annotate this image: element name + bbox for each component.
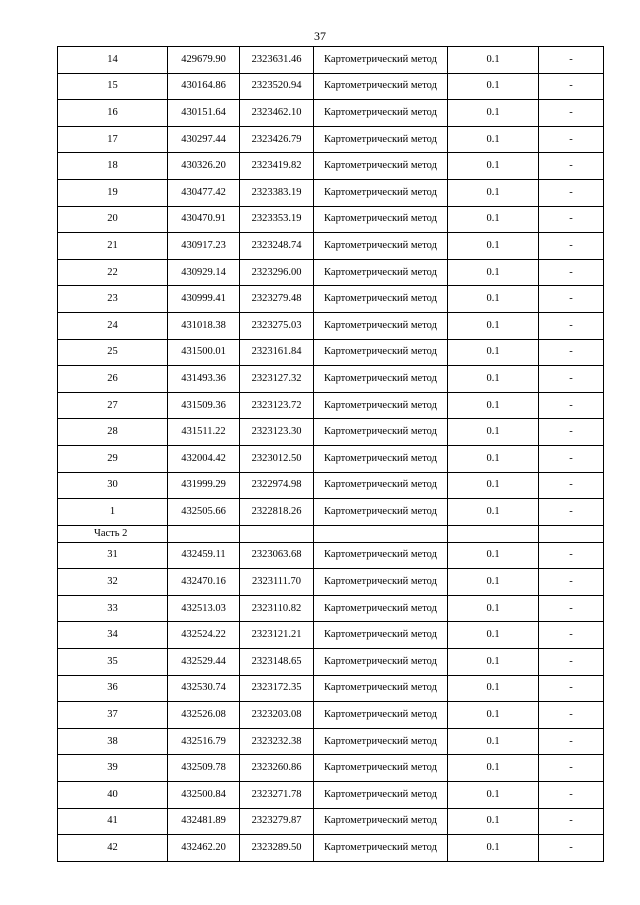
section-empty-cell	[240, 525, 314, 542]
x-coordinate-cell: 432459.11	[168, 542, 240, 569]
table-row	[58, 649, 604, 676]
accuracy-cell: 0.1	[448, 445, 539, 472]
note-cell: -	[539, 179, 604, 206]
table-row	[58, 782, 604, 809]
accuracy-cell: 0.1	[448, 702, 539, 729]
note-cell: -	[539, 595, 604, 622]
x-coordinate-cell: 431511.22	[168, 419, 240, 446]
y-coordinate-cell: 2323148.65	[240, 649, 314, 676]
point-number-cell: 26	[58, 366, 168, 393]
table-row	[58, 153, 604, 180]
note-cell: -	[539, 472, 604, 499]
y-coordinate-cell: 2323127.32	[240, 366, 314, 393]
note-cell: -	[539, 808, 604, 835]
point-number-cell: 17	[58, 126, 168, 153]
y-coordinate-cell: 2322974.98	[240, 472, 314, 499]
table-row	[58, 312, 604, 339]
point-number-cell: 30	[58, 472, 168, 499]
accuracy-cell: 0.1	[448, 100, 539, 127]
point-number-cell: 37	[58, 702, 168, 729]
y-coordinate-cell: 2323279.87	[240, 808, 314, 835]
y-coordinate-cell: 2323631.46	[240, 47, 314, 74]
note-cell: -	[539, 100, 604, 127]
note-cell: -	[539, 419, 604, 446]
accuracy-cell: 0.1	[448, 728, 539, 755]
accuracy-cell: 0.1	[448, 366, 539, 393]
accuracy-cell: 0.1	[448, 675, 539, 702]
table-row	[58, 206, 604, 233]
point-number-cell: 32	[58, 569, 168, 596]
method-cell: Картометрический метод	[314, 179, 448, 206]
table-row	[58, 569, 604, 596]
y-coordinate-cell: 2323110.82	[240, 595, 314, 622]
point-number-cell: 1	[58, 499, 168, 526]
accuracy-cell: 0.1	[448, 286, 539, 313]
x-coordinate-cell: 430470.91	[168, 206, 240, 233]
note-cell: -	[539, 728, 604, 755]
y-coordinate-cell: 2323121.21	[240, 622, 314, 649]
method-cell: Картометрический метод	[314, 542, 448, 569]
x-coordinate-cell: 432524.22	[168, 622, 240, 649]
method-cell: Картометрический метод	[314, 126, 448, 153]
method-cell: Картометрический метод	[314, 675, 448, 702]
section-empty-cell	[539, 525, 604, 542]
table-row	[58, 100, 604, 127]
accuracy-cell: 0.1	[448, 542, 539, 569]
point-number-cell: 16	[58, 100, 168, 127]
x-coordinate-cell: 432526.08	[168, 702, 240, 729]
method-cell: Картометрический метод	[314, 499, 448, 526]
table-row	[58, 419, 604, 446]
note-cell: -	[539, 392, 604, 419]
y-coordinate-cell: 2323161.84	[240, 339, 314, 366]
x-coordinate-cell: 432516.79	[168, 728, 240, 755]
method-cell: Картометрический метод	[314, 649, 448, 676]
method-cell: Картометрический метод	[314, 73, 448, 100]
y-coordinate-cell: 2323172.35	[240, 675, 314, 702]
table-row	[58, 472, 604, 499]
table-row	[58, 126, 604, 153]
point-number-cell: 25	[58, 339, 168, 366]
note-cell: -	[539, 445, 604, 472]
method-cell: Картометрический метод	[314, 312, 448, 339]
point-number-cell: 20	[58, 206, 168, 233]
point-number-cell: 29	[58, 445, 168, 472]
accuracy-cell: 0.1	[448, 782, 539, 809]
section-empty-cell	[448, 525, 539, 542]
point-number-cell: 36	[58, 675, 168, 702]
point-number-cell: 34	[58, 622, 168, 649]
point-number-cell: 22	[58, 259, 168, 286]
section-empty-cell	[314, 525, 448, 542]
point-number-cell: 18	[58, 153, 168, 180]
table-row	[58, 808, 604, 835]
note-cell: -	[539, 702, 604, 729]
point-number-cell: 33	[58, 595, 168, 622]
y-coordinate-cell: 2323203.08	[240, 702, 314, 729]
accuracy-cell: 0.1	[448, 47, 539, 74]
note-cell: -	[539, 73, 604, 100]
x-coordinate-cell: 431500.01	[168, 339, 240, 366]
y-coordinate-cell: 2323275.03	[240, 312, 314, 339]
accuracy-cell: 0.1	[448, 649, 539, 676]
method-cell: Картометрический метод	[314, 782, 448, 809]
point-number-cell: 14	[58, 47, 168, 74]
y-coordinate-cell: 2323279.48	[240, 286, 314, 313]
method-cell: Картометрический метод	[314, 100, 448, 127]
x-coordinate-cell: 431018.38	[168, 312, 240, 339]
x-coordinate-cell: 430477.42	[168, 179, 240, 206]
table-row	[58, 179, 604, 206]
coordinates-table	[57, 46, 604, 862]
note-cell: -	[539, 233, 604, 260]
y-coordinate-cell: 2323111.70	[240, 569, 314, 596]
table-row	[58, 47, 604, 74]
accuracy-cell: 0.1	[448, 153, 539, 180]
page-number: 37	[314, 29, 326, 43]
note-cell: -	[539, 782, 604, 809]
accuracy-cell: 0.1	[448, 259, 539, 286]
x-coordinate-cell: 432500.84	[168, 782, 240, 809]
method-cell: Картометрический метод	[314, 728, 448, 755]
accuracy-cell: 0.1	[448, 392, 539, 419]
accuracy-cell: 0.1	[448, 808, 539, 835]
accuracy-cell: 0.1	[448, 312, 539, 339]
note-cell: -	[539, 649, 604, 676]
table-body-part-1	[58, 47, 604, 526]
accuracy-cell: 0.1	[448, 569, 539, 596]
x-coordinate-cell: 431493.36	[168, 366, 240, 393]
table-row	[58, 392, 604, 419]
table-row	[58, 835, 604, 862]
table-section-header	[58, 525, 604, 542]
table-row	[58, 366, 604, 393]
point-number-cell: 23	[58, 286, 168, 313]
point-number-cell: 28	[58, 419, 168, 446]
table-row	[58, 755, 604, 782]
accuracy-cell: 0.1	[448, 339, 539, 366]
note-cell: -	[539, 835, 604, 862]
note-cell: -	[539, 339, 604, 366]
y-coordinate-cell: 2323012.50	[240, 445, 314, 472]
point-number-cell: 21	[58, 233, 168, 260]
table-row	[58, 259, 604, 286]
accuracy-cell: 0.1	[448, 595, 539, 622]
point-number-cell: 39	[58, 755, 168, 782]
method-cell: Картометрический метод	[314, 569, 448, 596]
point-number-cell: 15	[58, 73, 168, 100]
y-coordinate-cell: 2323426.79	[240, 126, 314, 153]
y-coordinate-cell: 2322818.26	[240, 499, 314, 526]
accuracy-cell: 0.1	[448, 622, 539, 649]
x-coordinate-cell: 431509.36	[168, 392, 240, 419]
method-cell: Картометрический метод	[314, 595, 448, 622]
table-row	[58, 728, 604, 755]
x-coordinate-cell: 432513.03	[168, 595, 240, 622]
x-coordinate-cell: 430929.14	[168, 259, 240, 286]
section-label: Часть 2	[58, 525, 168, 542]
x-coordinate-cell: 432529.44	[168, 649, 240, 676]
method-cell: Картометрический метод	[314, 622, 448, 649]
accuracy-cell: 0.1	[448, 472, 539, 499]
x-coordinate-cell: 432462.20	[168, 835, 240, 862]
table-row	[58, 675, 604, 702]
table-row	[58, 622, 604, 649]
accuracy-cell: 0.1	[448, 233, 539, 260]
x-coordinate-cell: 430151.64	[168, 100, 240, 127]
x-coordinate-cell: 430297.44	[168, 126, 240, 153]
method-cell: Картометрический метод	[314, 206, 448, 233]
method-cell: Картометрический метод	[314, 47, 448, 74]
x-coordinate-cell: 432530.74	[168, 675, 240, 702]
table-row	[58, 339, 604, 366]
x-coordinate-cell: 431999.29	[168, 472, 240, 499]
y-coordinate-cell: 2323123.72	[240, 392, 314, 419]
note-cell: -	[539, 126, 604, 153]
table-row	[58, 73, 604, 100]
x-coordinate-cell: 430999.41	[168, 286, 240, 313]
method-cell: Картометрический метод	[314, 153, 448, 180]
accuracy-cell: 0.1	[448, 835, 539, 862]
note-cell: -	[539, 206, 604, 233]
point-number-cell: 35	[58, 649, 168, 676]
note-cell: -	[539, 312, 604, 339]
point-number-cell: 31	[58, 542, 168, 569]
point-number-cell: 38	[58, 728, 168, 755]
note-cell: -	[539, 259, 604, 286]
y-coordinate-cell: 2323063.68	[240, 542, 314, 569]
accuracy-cell: 0.1	[448, 126, 539, 153]
x-coordinate-cell: 429679.90	[168, 47, 240, 74]
method-cell: Картометрический метод	[314, 419, 448, 446]
y-coordinate-cell: 2323271.78	[240, 782, 314, 809]
y-coordinate-cell: 2323419.82	[240, 153, 314, 180]
x-coordinate-cell: 432470.16	[168, 569, 240, 596]
table-row	[58, 499, 604, 526]
note-cell: -	[539, 366, 604, 393]
y-coordinate-cell: 2323353.19	[240, 206, 314, 233]
y-coordinate-cell: 2323383.19	[240, 179, 314, 206]
x-coordinate-cell: 432505.66	[168, 499, 240, 526]
x-coordinate-cell: 432509.78	[168, 755, 240, 782]
note-cell: -	[539, 153, 604, 180]
accuracy-cell: 0.1	[448, 419, 539, 446]
method-cell: Картометрический метод	[314, 472, 448, 499]
table-row	[58, 445, 604, 472]
point-number-cell: 42	[58, 835, 168, 862]
method-cell: Картометрический метод	[314, 259, 448, 286]
point-number-cell: 19	[58, 179, 168, 206]
point-number-cell: 27	[58, 392, 168, 419]
point-number-cell: 24	[58, 312, 168, 339]
x-coordinate-cell: 432481.89	[168, 808, 240, 835]
accuracy-cell: 0.1	[448, 73, 539, 100]
y-coordinate-cell: 2323248.74	[240, 233, 314, 260]
method-cell: Картометрический метод	[314, 755, 448, 782]
method-cell: Картометрический метод	[314, 702, 448, 729]
table-row	[58, 286, 604, 313]
accuracy-cell: 0.1	[448, 755, 539, 782]
accuracy-cell: 0.1	[448, 499, 539, 526]
y-coordinate-cell: 2323296.00	[240, 259, 314, 286]
note-cell: -	[539, 569, 604, 596]
note-cell: -	[539, 622, 604, 649]
note-cell: -	[539, 542, 604, 569]
table-body-part-2	[58, 542, 604, 861]
table-row	[58, 595, 604, 622]
x-coordinate-cell: 430326.20	[168, 153, 240, 180]
y-coordinate-cell: 2323232.38	[240, 728, 314, 755]
y-coordinate-cell: 2323260.86	[240, 755, 314, 782]
method-cell: Картометрический метод	[314, 366, 448, 393]
section-row	[58, 525, 604, 542]
method-cell: Картометрический метод	[314, 233, 448, 260]
method-cell: Картометрический метод	[314, 445, 448, 472]
method-cell: Картометрический метод	[314, 835, 448, 862]
note-cell: -	[539, 675, 604, 702]
y-coordinate-cell: 2323289.50	[240, 835, 314, 862]
method-cell: Картометрический метод	[314, 286, 448, 313]
method-cell: Картометрический метод	[314, 392, 448, 419]
table-row	[58, 702, 604, 729]
x-coordinate-cell: 430917.23	[168, 233, 240, 260]
accuracy-cell: 0.1	[448, 179, 539, 206]
x-coordinate-cell: 432004.42	[168, 445, 240, 472]
note-cell: -	[539, 499, 604, 526]
note-cell: -	[539, 755, 604, 782]
x-coordinate-cell: 430164.86	[168, 73, 240, 100]
y-coordinate-cell: 2323462.10	[240, 100, 314, 127]
accuracy-cell: 0.1	[448, 206, 539, 233]
method-cell: Картометрический метод	[314, 808, 448, 835]
note-cell: -	[539, 47, 604, 74]
table-row	[58, 542, 604, 569]
y-coordinate-cell: 2323123.30	[240, 419, 314, 446]
section-empty-cell	[168, 525, 240, 542]
point-number-cell: 40	[58, 782, 168, 809]
note-cell: -	[539, 286, 604, 313]
point-number-cell: 41	[58, 808, 168, 835]
method-cell: Картометрический метод	[314, 339, 448, 366]
y-coordinate-cell: 2323520.94	[240, 73, 314, 100]
table-row	[58, 233, 604, 260]
